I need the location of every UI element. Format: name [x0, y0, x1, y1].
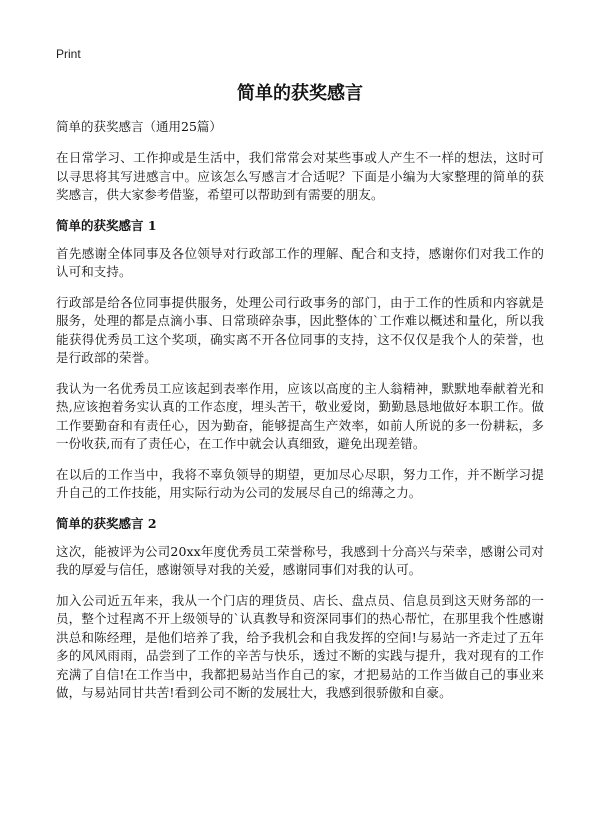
section-heading-1: 简单的获奖感言 1 — [56, 217, 157, 233]
intro-paragraph: 在日常学习、工作抑或是生活中，我们常常会对某些事或人产生不一样的想法，这时可以寻思将其写进感言中。应该怎么写感言才合适呢？下面是小编为大家整理的简单的获奖感言，供大家参考借鉴，希望可以帮助到有需要的朋友。 — [56, 150, 544, 202]
section-1-paragraph-4: 在以后的工作当中，我将不辜负领导的期望，更加尽心尽职，努力工作，并不断学习提升自己的工作技能，用实际行动为公司的发展尽自己的绵薄之力。 — [56, 466, 544, 500]
section-2-paragraph-2: 加入公司近五年来，我从一个门店的理货员、店长、盘点员、信息员到这天财务部的一员，整个过程离不开上级领导的`认真教导和资深同事们的热心帮忙，在那里我个性感谢洪总和陈经理，是他们培养了我，给予我机会和自我发挥的空间!与易站一齐走过了五年多的风风雨雨，品尝到了工作的辛苦与快乐，透过不断的实践与提升，我对现有的工作充满了自信!在工作当中，我都把易站当作自己的家，才把易站的工作当做自己的事业来做，与易站同甘共苦!看到公司不断的发展壮大，我感到很骄傲和自豪。 — [56, 592, 544, 700]
article-subtitle: 简单的获奖感言（通用25篇） — [56, 119, 222, 134]
section-1-paragraph-2: 行政部是给各位同事提供服务，处理公司行政事务的部门，由于工作的性质和内容就是服务，处理的都是点滴小事、日常琐碎杂事，因此整体的`工作难以概述和量化，所以我能获得优秀员工这个奖项，确实离不开各位同事的支持，这不仅仅是我个人的荣誉，也是行政部的荣誉。 — [56, 294, 544, 365]
section-heading-2: 简单的获奖感言 2 — [56, 515, 157, 531]
section-1-paragraph-1: 首先感谢全体同事及各位领导对行政部工作的理解、配合和支持，感谢你们对我工作的认可和支持。 — [56, 245, 544, 279]
print-link[interactable]: Print — [56, 47, 81, 61]
section-1-paragraph-3: 我认为一名优秀员工应该起到表率作用，应该以高度的主人翁精神，默默地奉献着光和热,应该抱着务实认真的工作态度，埋头苦干，敬业爱岗，勤勤恳恳地做好本职工作。做工作要勤奋和有责任心，因为勤奋，能够提高生产效率，如前人所说的多一份耕耘，多一份收获,而有了责任心，在工作中就会认真细致，避免出现差错。 — [56, 380, 544, 451]
page-title: 简单的获奖感言 — [237, 83, 363, 104]
article-body — [56, 118, 544, 715]
section-2-paragraph-1: 这次，能被评为公司20xx年度优秀员工荣誉称号，我感到十分高兴与荣幸，感谢公司对我的厚爱与信任，感谢领导对我的关爱，感谢同事们对我的认可。 — [56, 543, 544, 577]
